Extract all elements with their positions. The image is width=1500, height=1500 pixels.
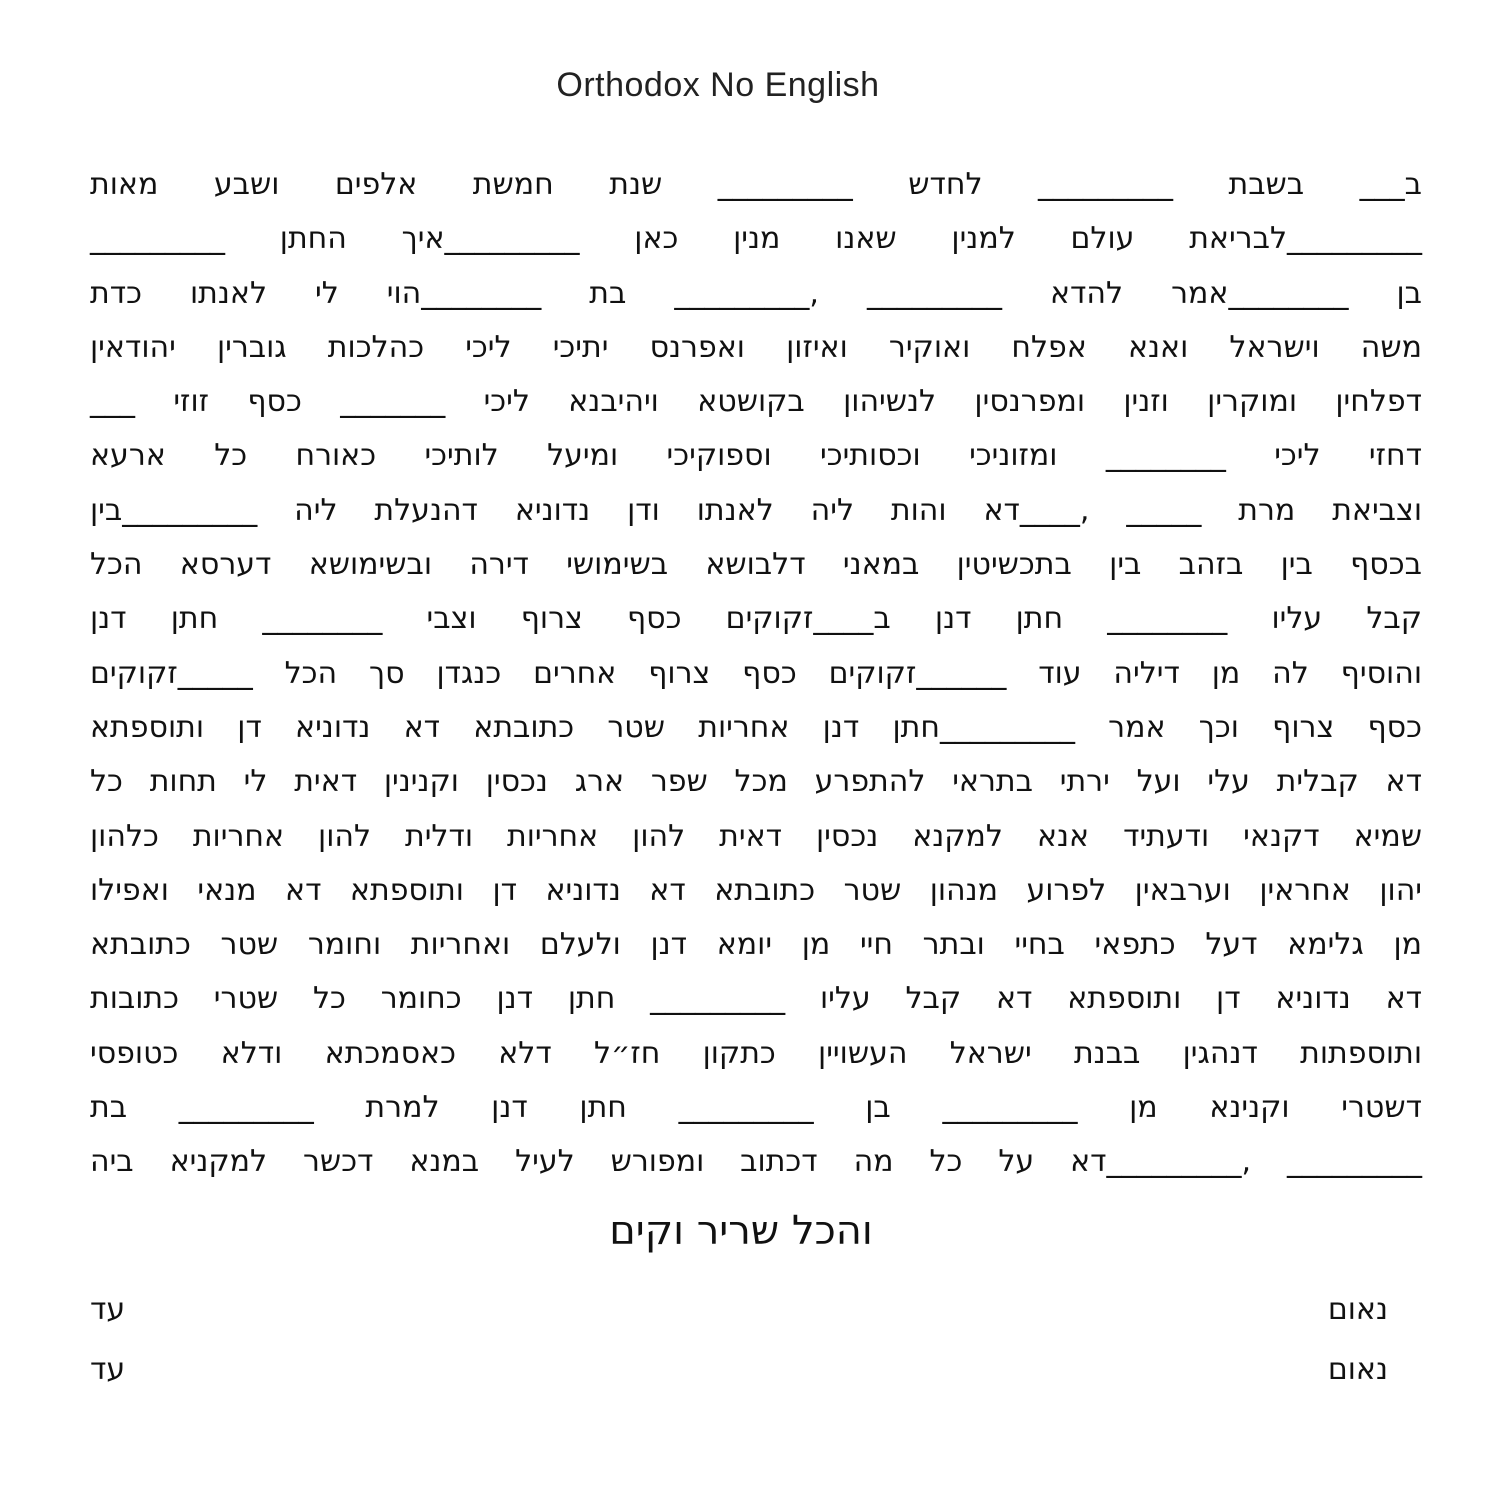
witness-suffix-2: עד — [90, 1352, 126, 1387]
ketubah-line: ב___ בשבת _________ לחדש _________ שנת חמשת אלפים ושבע מאות — [90, 167, 1422, 202]
ketubah-line: דא נדוניא דן ותוספתא דא קבל עליו _________ חתן דנן כחומר כל שטרי כתובות — [90, 981, 1422, 1017]
ketubah-line: כסף צרוף וכך אמר _________חתן דנן אחריות שטר כתובתא דא נדוניא דן ותוספתא — [90, 709, 1422, 745]
ketubah-line: _________לבריאת עולם למנין שאנו מנין כאן _________איך החתן _________ — [90, 221, 1422, 257]
ketubah-line: דפלחין ומוקרין וזנין ומפרנסין לנשיהון בקושטא ויהיבנא ליכי _______ כסף זוזי ___ — [90, 384, 1422, 420]
ketubah-line: בן ________אמר להדא _________ ,_________ בת ________הוי לי לאנתו כדת — [90, 275, 1422, 311]
ketubah-line: שמיא דקנאי ודעתיד אנא למקנא נכסין דאית להון אחריות ודלית להון אחריות כלהון — [90, 818, 1422, 854]
ketubah-line: דחזי ליכי ________ ומזוניכי וכסותיכי וספוקיכי ומיעל לותיכי כאורח כל ארעא — [90, 438, 1422, 474]
ketubah-line: דא קבלית עלי ועל ירתי בתראי להתפרע מכל שפר ארג נכסין וקנינין דאית לי תחות כל — [90, 764, 1422, 800]
ketubah-line: והוסיף לה מן דיליה עוד ______זקוקים כסף צרוף אחרים כנגדן סך הכל _____זקוקים — [90, 655, 1422, 691]
page-title: Orthodox No English — [556, 66, 880, 104]
ketubah-line: מן גלימא דעל כתפאי בחיי ובתר חיי מן יומא דנן ולעלם ואחריות וחומר שטר כתובתא — [90, 927, 1422, 963]
ketubah-text — [90, 158, 1422, 1190]
ketubah-line: בכסף בין בזהב בין בתכשיטין במאני דלבושא בשימושי דירה ובשימושא דערסא הכל — [90, 547, 1422, 583]
ketubah-line: יהון אחראין וערבאין לפרוע מנהון שטר כתובתא דא נדוניא דן ותוספתא דא מנאי ואפילו — [90, 872, 1422, 908]
witness-label-2: נאום — [1327, 1352, 1388, 1387]
witness-label-1: נאום — [1327, 1292, 1388, 1327]
ketubah-line: משה וישראל ואנא אפלח ואוקיר ואיזון ואפרנס יתיכי ליכי כהלכות גוברין יהודאין — [90, 329, 1422, 365]
ketubah-line: דשטרי וקנינא מן _________ בן _________ חתן דנן למרת _________ בת — [90, 1090, 1422, 1126]
ketubah-line: _________ ,_________דא על כל מה דכתוב ומפורש לעיל במנא דכשר למקניא ביה — [90, 1144, 1422, 1180]
closing-phrase: והכל שריר וקים — [609, 1208, 873, 1254]
ketubah-line: וצביאת מרת _____ ,____דא והות ליה לאנתו ודן נדוניא דהנעלת ליה _________בין — [90, 492, 1422, 528]
ketubah-line: קבל עליו ________ חתן דנן ב____זקוקים כסף צרוף וצבי ________ חתן דנן — [90, 601, 1422, 637]
ketubah-line: ותוספתות דנהגין בבנת ישראל העשויין כתקון חז״ל דלא כאסמכתא ודלא כטופסי — [90, 1035, 1422, 1071]
witness-suffix-1: עד — [90, 1292, 126, 1327]
